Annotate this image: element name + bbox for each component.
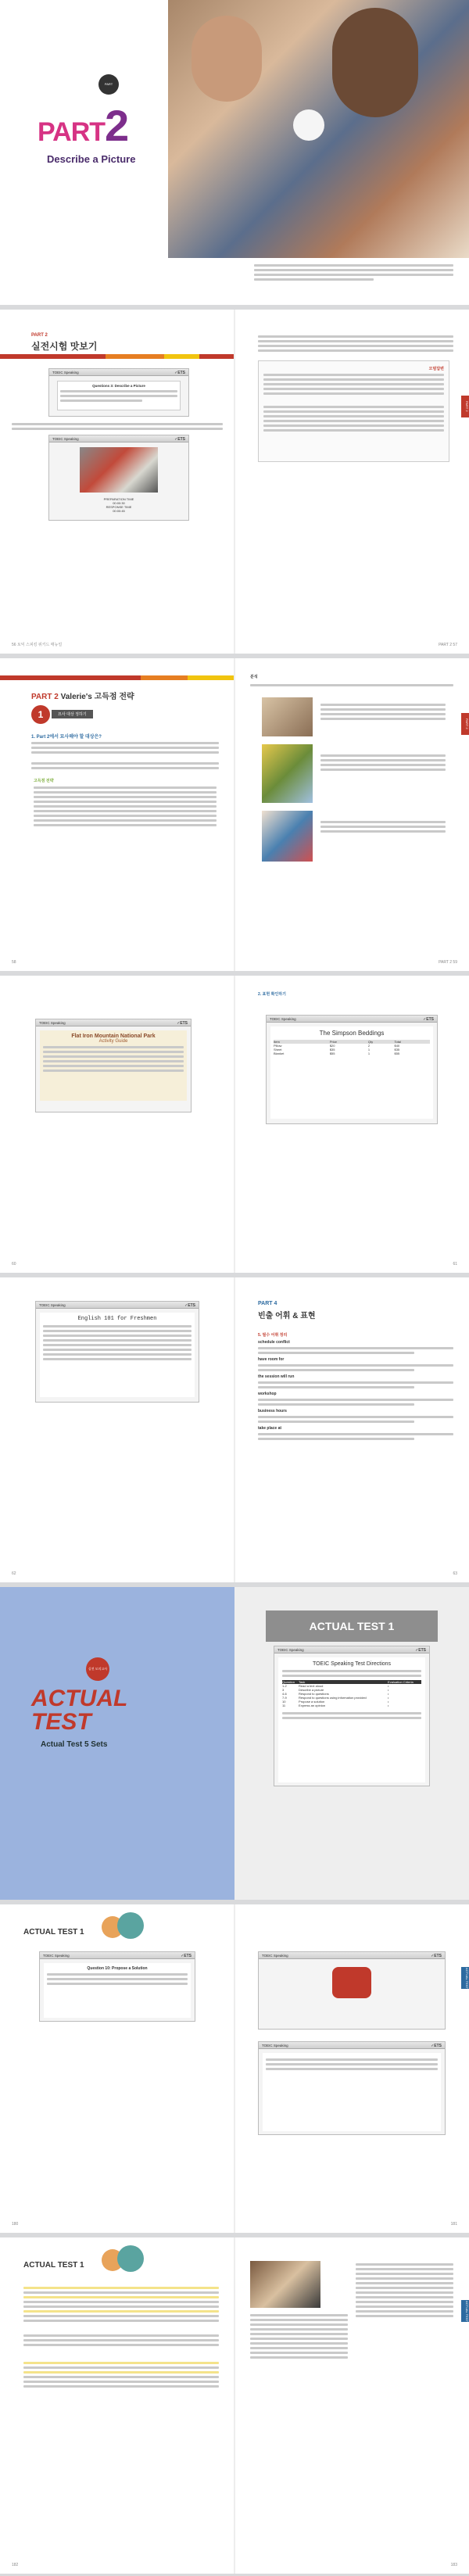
header-part: PART 2	[31, 333, 48, 338]
section-subtitle: 1. Part 2에서 묘사해야 할 대상은?	[31, 735, 102, 740]
step-circle: 1	[31, 705, 50, 724]
actual-title: ACTUAL TEST	[31, 1686, 128, 1735]
decor-circles	[102, 1912, 149, 1944]
left-page	[0, 310, 234, 654]
side-tab[interactable]: PART 2	[461, 396, 469, 417]
spread-part2-sample	[0, 310, 469, 654]
header-title: 실전시험 맛보기	[31, 341, 98, 352]
spread-actual-test-cover	[0, 1587, 469, 1900]
answer-photo	[250, 2261, 320, 2308]
order-table: Item Price Qty Total Pillow $20 2 $40 Sheet $35 1 $35 Blanket $55 1 $55	[274, 1040, 430, 1055]
folio-right: PART 2 57	[439, 643, 457, 647]
folio-left: 56 토익 스피킹 위키드 매뉴얼	[12, 643, 63, 647]
q10-screen: TOEIC Speaking ✓ETS Question 10: Propose a Solution	[39, 1951, 195, 2022]
at1-title: ACTUAL TEST 1	[23, 2261, 84, 2270]
vocab-list: schedule conflict have room for the session will run workshop business hours take place at	[258, 1340, 453, 1442]
left-page: TOEIC Speaking ✓ETS Flat Iron Mountain National Park Activity Guide 60	[0, 976, 234, 1273]
left-page: ACTUAL TEST 1 TOEIC Speaking ✓ETS Question 10: Propose a Solution 180	[0, 1904, 234, 2233]
tip-box: 고득점 전략	[31, 776, 219, 854]
spread-part4-vocab	[0, 1277, 469, 1582]
directions-table: Question Task Evaluation Criteria 1-2 Read a text aloud • 3 Describe a picture • 4-6 Respond to questions • 7-9 Respond to questions using information provided • 10 Propose a solution • 11 Express an opinion •	[282, 1680, 421, 1707]
highlighted-transcript	[23, 2284, 219, 2390]
forklift-photo	[80, 447, 158, 493]
strategy-title: PART 2 Valerie's 고득점 전략	[31, 693, 134, 701]
right-page	[234, 310, 469, 654]
example-photo-3	[262, 811, 313, 862]
person-2	[332, 8, 418, 117]
section: 5. 필수 어휘 정리	[258, 1333, 288, 1338]
right-page	[234, 658, 469, 971]
example-photo-1	[262, 697, 313, 736]
cover-left	[0, 1587, 234, 1900]
answer-box: 모범답변	[258, 360, 449, 462]
right-page: PART 4 빈출 어휘 & 표현 5. 필수 어휘 정리 schedule conflict have room for the session will run workshop business hours take place at 63	[234, 1277, 469, 1582]
right-page: ACTUAL TEST 183	[234, 2237, 469, 2574]
right-intro	[258, 333, 453, 354]
intro-text	[12, 421, 223, 432]
vocab-title: 빈출 어휘 & 표현	[258, 1312, 316, 1320]
right-page: 2. 표현 확인하기 TOEIC Speaking ✓ETS The Simpson Beddings Item Price Qty Total Pillow $20 2 $40 Sheet $35 1 $35 Blanket $55 1 $55 61	[234, 976, 469, 1273]
left-page: TOEIC Speaking ✓ETS English 101 for Freshmen 62	[0, 1277, 234, 1582]
at1-title: ACTUAL TEST 1	[23, 1928, 84, 1936]
spread-part2-strategy	[0, 658, 469, 971]
part-subtitle: Describe a Picture	[47, 153, 136, 165]
cover-body-text	[254, 262, 453, 283]
spread-part3-expressions	[0, 976, 469, 1273]
freshmen-screen: TOEIC Speaking ✓ETS English 101 for Freshmen	[35, 1301, 199, 1403]
phone-screen: TOEIC Speaking ✓ETS	[258, 1951, 446, 2030]
sets-label: Actual Test 5 Sets	[41, 1740, 108, 1749]
response-screen: TOEIC Speaking ✓ETS	[258, 2041, 446, 2135]
person-1	[192, 16, 262, 102]
beddings-screen: TOEIC Speaking ✓ETS The Simpson Beddings Item Price Qty Total Pillow $20 2 $40 Sheet $35 1 $35 Blanket $55 1 $55	[266, 1015, 438, 1124]
folio-right: PART 2 59	[439, 960, 457, 965]
spread-part2-cover	[0, 0, 469, 305]
side-tab[interactable]: ACTUAL TEST	[461, 2300, 469, 2322]
folio-left: 58	[12, 960, 16, 965]
spread-actual-test-answers	[0, 2237, 469, 2574]
part-label: PART 4	[258, 1301, 277, 1306]
activity-guide-screen: TOEIC Speaking ✓ETS Flat Iron Mountain National Park Activity Guide	[35, 1019, 192, 1112]
phone-icon	[332, 1967, 371, 1998]
test-screen-2: TOEIC Speaking ✓ETS PREPARATION TIME 00:00:30 RESPONSE TIME 00:00:45	[48, 435, 189, 521]
test-screen-1: TOEIC Speaking ✓ETS Questions 3: Describe a Picture	[48, 368, 189, 417]
side-tab[interactable]: ACTUAL TEST	[461, 1967, 469, 1989]
decor-circles	[102, 2245, 149, 2277]
part-badge-circle: PART	[98, 74, 119, 95]
directions-screen: TOEIC Speaking ✓ETS TOEIC Speaking Test Directions Question Task Evaluation Criteria 1-2 Read a text aloud • 3 Describe a picture • 4-6 Respond to questions • 7-9 Respond to questions using information provided • 10 Propose a solution • 11 Express an opinion •	[274, 1646, 430, 1786]
side-tab[interactable]: PART 2	[461, 713, 469, 735]
section-q: 2. 표현 확인하기	[258, 992, 286, 997]
cover-photo	[168, 0, 469, 258]
left-page	[0, 658, 234, 971]
part-heading: PART2	[38, 101, 129, 150]
directions-page	[234, 1587, 469, 1900]
at1-header: ACTUAL TEST 1	[266, 1610, 438, 1642]
cup	[293, 109, 324, 141]
spread-actual-test-q10	[0, 1904, 469, 2233]
step-label: 묘사 대상 정하기	[52, 710, 93, 718]
right-page: TOEIC Speaking ✓ETS TOEIC Speaking ✓ETS ACTUAL TEST 181	[234, 1904, 469, 2233]
example-photo-2	[262, 744, 313, 803]
left-page: ACTUAL TEST 1 182	[0, 2237, 234, 2574]
badge: 실전 모의고사	[86, 1657, 109, 1681]
analysis-tag: 분석	[250, 675, 258, 679]
